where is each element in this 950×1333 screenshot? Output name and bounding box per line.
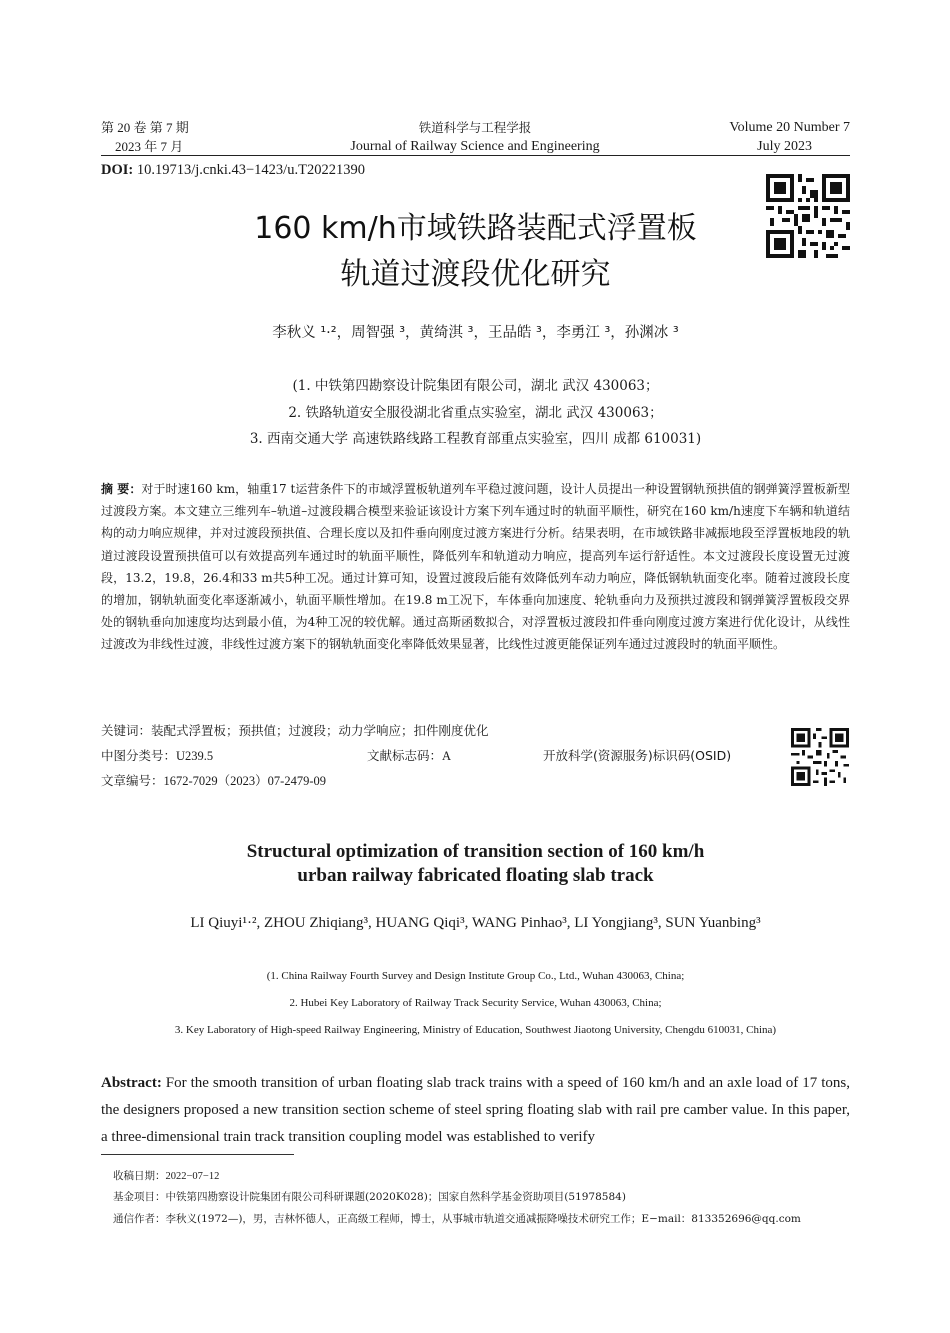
article-no-label: 文章编号： [101,773,164,788]
affiliation-en-2: 2. Hubei Key Laboratory of Railway Track Security Service, Wuhan 430063, China; [289,997,662,1009]
received-value: 2022−07−12 [165,1171,220,1182]
doi-label: DOI: [101,162,134,178]
footnote-rule [101,1154,294,1155]
title-en-line2: urban railway fabricated floating slab track [297,865,654,886]
doc-code-value: A [442,749,452,763]
authors-en: LI Qiuyi¹·², ZHOU Zhiqiang³, HUANG Qiqi³, WANG Pinhao³, LI Yongjiang³, SUN Yuanbing³ [190,915,761,931]
doi-value: 10.19713/j.cnki.43−1423/u.T20221390 [133,162,365,178]
abstract-en-label: Abstract: [101,1075,162,1091]
osid-qr-code-icon [790,728,850,786]
clc-label: 中图分类号： [101,748,177,763]
doc-code-label: 文献标志码： [367,748,443,763]
doi-line [101,160,365,180]
title-en-line1: Structural optimization of transition section of 160 km/h [246,841,705,862]
date-cn: 2023 年 7 月 [115,139,184,154]
received-label: 收稿日期： [113,1170,166,1182]
abstract-cn-text: 对于时速160 km，轴重17 t运营条件下的市域浮置板轨道列车平稳过渡问题，设计人员提出一种设置钢轨预拱值的钢弹簧浮置板新型过渡段方案。本文建立三维列车–轨道–过渡段耦合模型来验证该设计方案下列车通过时的轨面平顺性，研究在160 km/h速度下车辆和轨道结构的动力响应规律，并对过渡段预拱值、合理长度以及扣件垂向刚度过渡方案进行分析。结果表明，在市域铁路非减振地段至浮置板地段的轨道过渡段设置预拱值可以有效提高列车通过时的轨面平顺性，降低列车和轨道动力响应，提高列车运行舒适性。本文过渡段长度设置无过渡段，13.2，19.8，26.4和33 m共5种工况。通过计算可知，设置过渡段后能有效降低列车动力响应，降低钢轨轨面变化率。随着过渡段长度的增加，钢轨轨面变化率逐渐减小，轨面平顺性增加。在19.8 m工况下，车体垂向加速度、轮轨垂向力及预拱过渡段和钢弹簧浮置板段交界处的钢轨垂向加速度均达到最小值，为4种工况的较优解。通过高斯函数拟合，对浮置板过渡段扣件垂向刚度过渡方案进行优化设计，从线性过渡改为非线性过渡，非线性过渡方案下的钢轨轨面变化率降低效果显著，比线性过渡更能保证列车通过过渡段时的轨面平顺性。 [101,482,850,652]
article-number [101,771,326,791]
osid-label-text: 开放科学(资源服务)标识码(OSID) [543,748,732,763]
authors-cn: 李秋义 ¹·²，周智强 ³，黄绮淇 ³，王品皓 ³，李勇江 ³，孙渊冰 ³ [272,325,679,341]
affiliations-en [101,963,850,1044]
keywords-cn-text: 装配式浮置板；预拱值；过渡段；动力学响应；扣件刚度优化 [151,723,489,738]
affiliation-cn-2: 2. 铁路轨道安全服役湖北省重点实验室，湖北 武汉 430063； [288,404,663,421]
document-code [367,746,451,766]
clc-number [101,746,213,766]
journal-title-en: Journal of Railway Science and Engineering [350,139,600,154]
corresponding-value: 李秋义(1972—)，男，吉林怀德人，正高级工程师，博士，从事城市轨道交通减振降噪技术研究工作；E−mail：813352696@qq.com [165,1213,801,1225]
journal-title-cn: 铁道科学与工程学报 [418,120,532,135]
volume-issue-en: Volume 20 Number 7 [729,120,850,135]
fund-label: 基金项目： [113,1191,166,1203]
date-en: July 2023 [757,139,812,154]
clc-value: U239.5 [176,749,214,763]
journal-title [300,118,650,156]
journal-volume-en [690,118,850,156]
abstract-en-text: For the smooth transition of urban floating slab track trains with a speed of 160 km/h and an axle load of 17 tons, the designers proposed a new transition section scheme of steel spring floating slab with rail pre camber value. In this paper, a three-dimensional train track transition coupling model was established to verify [101,1075,850,1145]
affiliation-cn-1: (1. 中铁第四勘察设计院集团有限公司，湖北 武汉 430063； [292,378,659,394]
fund-project [113,1189,850,1205]
abstract-cn [101,478,850,656]
affiliations-cn [101,373,850,453]
abstract-cn-label: 摘 要： [101,482,142,496]
title-cn-line1: 160 km/h市域铁路装配式浮置板 [254,211,697,246]
title-cn-line2: 轨道过渡段优化研究 [340,257,611,292]
corresponding-label: 通信作者： [113,1213,166,1225]
journal-volume-cn [101,118,261,156]
osid-label [543,746,731,766]
keywords-cn-label: 关键词： [101,723,152,738]
article-no-value: 1672-7029（2023）07-2479-09 [163,774,327,788]
received-date [113,1168,850,1185]
volume-issue-cn: 第 20 卷 第 7 期 [101,120,189,135]
header-rule [101,155,850,156]
fund-value: 中铁第四勘察设计院集团有限公司科研课题(2020K028)；国家自然科学基金资助项目(51978584) [165,1191,626,1203]
affiliation-cn-3: 3. 西南交通大学 高速铁路线路工程教育部重点实验室，四川 成都 610031) [249,431,702,447]
corresponding-author [113,1211,850,1227]
abstract-en [101,1070,850,1151]
affiliation-en-3: 3. Key Laboratory of High-speed Railway Engineering, Ministry of Education, Southwest Jiaotong University, Chengdu 610031, China) [174,1024,777,1036]
affiliation-en-1: (1. China Railway Fourth Survey and Design Institute Group Co., Ltd., Wuhan 430063, China; [266,970,685,982]
title-en [101,840,850,888]
keywords-cn [101,721,781,741]
